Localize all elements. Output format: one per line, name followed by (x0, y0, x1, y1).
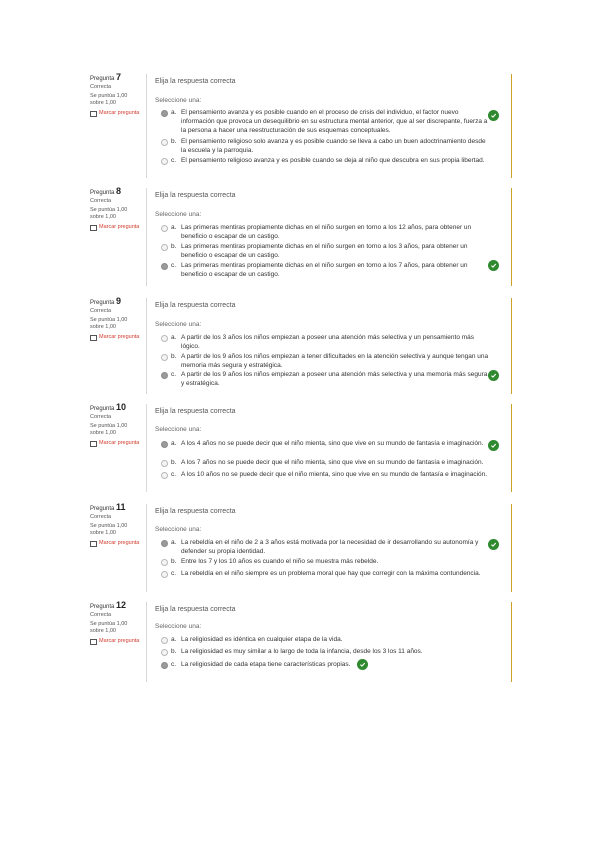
answer-option-a[interactable] (161, 223, 491, 241)
question-status: Correcta (90, 84, 112, 90)
flag-question-label: Marcar pregunta (99, 638, 140, 644)
option-text: La religiosidad es muy similar a lo largo de toda la infancia, desde los 3 los 11 años. (181, 648, 423, 655)
option-letter: a. (171, 539, 177, 546)
question-prompt: Elija la respuesta correcta (155, 192, 236, 199)
answer-option-b[interactable] (161, 352, 491, 370)
radio-button[interactable] (161, 441, 168, 448)
question-content (146, 602, 512, 682)
question-number: 8 (116, 186, 122, 196)
option-letter: b. (171, 648, 177, 655)
question-info (90, 74, 142, 117)
flag-icon (90, 225, 97, 231)
option-text: La rebeldía en el niño de 2 a 3 años está motivada por la necesidad de ir desarrollando su autonomía y defender su propia identidad. (181, 539, 479, 555)
flag-icon (90, 335, 97, 341)
answer-option-b[interactable] (161, 137, 491, 155)
select-label: Seleccione una: (155, 321, 202, 328)
radio-button[interactable] (161, 263, 168, 270)
option-letter: b. (171, 243, 177, 250)
answer-option-a[interactable] (161, 538, 491, 556)
question-info (90, 404, 142, 447)
answer-option-b[interactable] (161, 647, 491, 656)
question-label: Pregunta (90, 190, 115, 196)
answer-option-c[interactable] (161, 156, 491, 165)
option-text: A los 7 años no se puede decir que el niño mienta, sino que vive en su mundo de fantasía e imaginación. (181, 459, 484, 466)
radio-button[interactable] (161, 335, 168, 342)
radio-button[interactable] (161, 225, 168, 232)
select-label: Seleccione una: (155, 623, 202, 630)
question-label: Pregunta (90, 300, 115, 306)
option-letter: c. (171, 570, 177, 577)
question-8 (0, 188, 599, 286)
question-score: Se puntúa 1,00 sobre 1,00 (90, 621, 128, 634)
answer-option-a[interactable] (161, 108, 491, 136)
option-text: A partir de los 9 años los niños empiezan a tener dificultades en la atención selectiva y aunque tengan una memoria más segura y estratégica. (181, 353, 489, 369)
question-score: Se puntúa 1,00 sobre 1,00 (90, 93, 128, 106)
question-info (90, 504, 142, 547)
question-7 (0, 74, 599, 178)
radio-button[interactable] (161, 559, 168, 566)
select-label: Seleccione una: (155, 211, 202, 218)
select-label: Seleccione una: (155, 97, 202, 104)
question-number: 12 (116, 600, 127, 610)
radio-button[interactable] (161, 637, 168, 644)
question-number: 7 (116, 72, 122, 82)
question-content (146, 298, 512, 394)
option-letter: c. (171, 262, 177, 269)
flag-icon (90, 639, 97, 645)
question-9 (0, 298, 599, 394)
answer-option-b[interactable] (161, 458, 491, 467)
correct-check-icon (488, 260, 499, 271)
flag-question-label: Marcar pregunta (99, 224, 140, 230)
correct-check-icon (488, 440, 499, 451)
answer-option-c[interactable] (161, 470, 491, 479)
question-content (146, 188, 512, 286)
radio-button[interactable] (161, 158, 168, 165)
radio-button[interactable] (161, 139, 168, 146)
option-text: A partir de los 9 años los niños empiezan a poseer una atención más selectiva y una memoria más segura y estratégica. (181, 371, 488, 387)
option-letter: a. (171, 334, 177, 341)
answer-option-b[interactable] (161, 557, 491, 566)
radio-button[interactable] (161, 244, 168, 251)
question-number: 9 (116, 296, 122, 306)
flag-question-button[interactable] (90, 110, 142, 117)
question-status: Correcta (90, 514, 112, 520)
option-text: A partir de los 3 años los niños empiezan a poseer una atención más selectiva y un pensamiento más lógico. (181, 334, 475, 350)
flag-icon (90, 541, 97, 547)
question-score: Se puntúa 1,00 sobre 1,00 (90, 207, 128, 220)
question-status: Correcta (90, 308, 112, 314)
flag-question-label: Marcar pregunta (99, 334, 140, 340)
question-10 (0, 404, 599, 492)
question-12 (0, 602, 599, 682)
flag-question-label: Marcar pregunta (99, 540, 140, 546)
option-letter: a. (171, 636, 177, 643)
answer-option-c[interactable] (161, 569, 491, 578)
answer-option-a[interactable] (161, 333, 491, 351)
answer-option-c[interactable] (161, 660, 371, 669)
question-number: 10 (116, 402, 127, 412)
question-label: Pregunta (90, 604, 115, 610)
option-text: El pensamiento religioso solo avanza y es posible cuando se lleva a cabo un buen adoctrinamiento desde la escuela y la parroquia. (181, 138, 486, 154)
option-text: A los 10 años no se puede decir que el niño mienta, sino que vive en su mundo de fantasía e imaginación. (181, 471, 488, 478)
correct-check-icon (488, 370, 499, 381)
option-letter: a. (171, 440, 177, 447)
option-letter: b. (171, 558, 177, 565)
flag-icon (90, 441, 97, 447)
option-text: El pensamiento religioso avanza y es posible cuando se deja al niño que descubra en sus propia libertad. (181, 157, 485, 164)
option-text: Las primeras mentiras propiamente dichas en el niño surgen en torno a los 3 años, para obtener un beneficio o escapar de un castigo. (181, 243, 468, 259)
radio-button[interactable] (161, 472, 168, 479)
option-text: A los 4 años no se puede decir que el niño mienta, sino que vive en su mundo de fantasía e imaginación. (181, 440, 484, 447)
question-content (146, 74, 512, 178)
correct-check-icon (488, 539, 499, 550)
question-11 (0, 504, 599, 592)
option-text: La rebeldía en el niño siempre es un problema moral que hay que corregir con la máxima contundencia. (181, 570, 481, 577)
option-letter: b. (171, 353, 177, 360)
option-letter: c. (171, 661, 177, 668)
radio-button[interactable] (161, 460, 168, 467)
question-number: 11 (116, 502, 126, 512)
question-status: Correcta (90, 612, 112, 618)
option-letter: c. (171, 157, 177, 164)
question-score: Se puntúa 1,00 sobre 1,00 (90, 523, 128, 536)
option-letter: b. (171, 459, 177, 466)
radio-button[interactable] (161, 571, 168, 578)
answer-option-a[interactable] (161, 439, 491, 457)
radio-button[interactable] (161, 110, 168, 117)
question-score: Se puntúa 1,00 sobre 1,00 (90, 317, 128, 330)
select-label: Seleccione una: (155, 426, 202, 433)
radio-button[interactable] (161, 662, 168, 669)
correct-check-icon (357, 659, 368, 670)
option-text: Entre los 7 y los 10 años es cuando el niño se muestra más rebelde. (181, 558, 379, 565)
question-info (90, 298, 142, 341)
question-status: Correcta (90, 414, 112, 420)
option-text: Las primeras mentiras propiamente dichas en el niño surgen en torno a los 7 años, para obtener un beneficio o escapar de un castigo. (181, 262, 468, 278)
flag-question-button[interactable] (90, 540, 142, 547)
option-letter: c. (171, 371, 177, 378)
option-letter: a. (171, 224, 177, 231)
select-label: Seleccione una: (155, 526, 202, 533)
option-letter: c. (171, 471, 177, 478)
question-label: Pregunta (90, 76, 115, 82)
question-status: Correcta (90, 198, 112, 204)
flag-question-button[interactable] (90, 334, 142, 341)
flag-question-button[interactable] (90, 440, 142, 447)
question-info (90, 602, 142, 645)
flag-question-label: Marcar pregunta (99, 440, 140, 446)
question-prompt: Elija la respuesta correcta (155, 408, 236, 415)
flag-question-label: Marcar pregunta (99, 110, 140, 116)
option-text: La religiosidad es idéntica en cualquier etapa de la vida. (181, 636, 343, 643)
radio-button[interactable] (161, 372, 168, 379)
question-prompt: Elija la respuesta correcta (155, 78, 236, 85)
question-content (146, 504, 512, 592)
correct-check-icon (488, 110, 499, 121)
answer-option-c[interactable] (161, 370, 491, 388)
question-label: Pregunta (90, 506, 115, 512)
question-label: Pregunta (90, 406, 115, 412)
radio-button[interactable] (161, 540, 168, 547)
option-letter: b. (171, 138, 177, 145)
question-score: Se puntúa 1,00 sobre 1,00 (90, 423, 128, 436)
answer-option-b[interactable] (161, 242, 491, 260)
answer-option-a[interactable] (161, 635, 491, 644)
flag-question-button[interactable] (90, 638, 142, 645)
option-letter: a. (171, 109, 177, 116)
question-content (146, 404, 512, 492)
flag-icon (90, 111, 97, 117)
option-text: El pensamiento avanza y es posible cuando en el proceso de crisis del individuo, el factor nuevo información que provoca un desequilibrio en su estructura mental anterior, que al ser discrepante, fuerza a la persona a hacer una reestructuración de sus esquemas conceptuales. (181, 109, 488, 134)
option-text: Las primeras mentiras propiamente dichas en el niño surgen en torno a los 12 años, para obtener un beneficio o escapar de un castigo. (181, 224, 472, 240)
flag-question-button[interactable] (90, 224, 142, 231)
answer-option-c[interactable] (161, 261, 491, 279)
radio-button[interactable] (161, 649, 168, 656)
radio-button[interactable] (161, 354, 168, 361)
question-prompt: Elija la respuesta correcta (155, 606, 236, 613)
question-prompt: Elija la respuesta correcta (155, 508, 236, 515)
question-info (90, 188, 142, 231)
question-prompt: Elija la respuesta correcta (155, 302, 236, 309)
option-text: La religiosidad de cada etapa tiene características propias. (181, 661, 351, 668)
